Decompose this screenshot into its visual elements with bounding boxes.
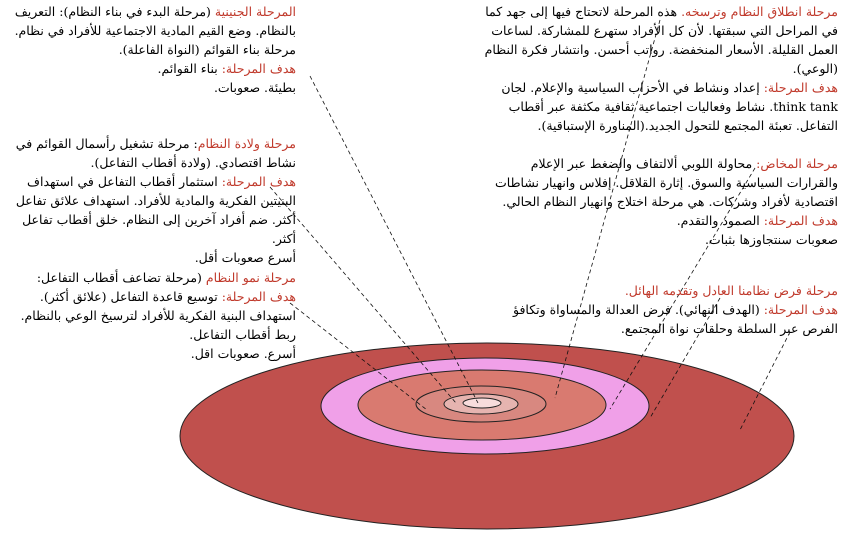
- stage-growth-difficulty: أسرع. صعوبات اقل.: [190, 346, 296, 361]
- stage-launch-goal-label: هدف المرحلة:: [763, 80, 838, 95]
- stage-impose-title: مرحلة فرض نظامنا العادل وتقدمه الهائل.: [624, 283, 838, 298]
- ring-core: [463, 398, 501, 408]
- stage-impose: [484, 281, 838, 338]
- stage-labor-difficulty: صعوبات سنتجاوزها بثبات.: [704, 232, 838, 247]
- stage-labor-desc: محاولة اللوبي ألالتفاف والضغط عبر الإعلام والقرارات السياسية والسوق. إثارة القلاقل. إفلاس وانهيار نشاطات اقتصادية لأفراد وشركات. هي مرحلة اختلاج وانهيار النظام الحالي.: [495, 156, 838, 209]
- stage-birth-desc: : مرحلة تشغيل رأسمال القوائم في نشاط اقتصادي. (ولادة أقطاب التفاعل).: [15, 136, 296, 170]
- stage-growth-title: مرحلة نمو النظام: [205, 270, 296, 285]
- stage-labor-goal: الصمود والتقدم.: [676, 213, 764, 228]
- stage-embryonic-difficulty: بطيئة. صعوبات.: [213, 80, 296, 95]
- stage-embryonic-goal: بناء القوائم.: [157, 61, 222, 76]
- stage-labor-title: مرحلة المخاض:: [756, 156, 838, 171]
- stage-launch-goal: إعداد ونشاط في الأحزاب السياسية والإعلام. لجان think tank. نشاط وفعاليات اجتماعية ثقافية مكثفة عبر أقطاب التفاعل. تعبئة المجتمع للتحول الجديد.(المناورة الإستباقية).: [501, 80, 838, 133]
- stage-birth-title: مرحلة ولادة النظام: [197, 136, 296, 151]
- stage-growth-desc: (مرحلة تضاعف أقطاب التفاعل:: [36, 270, 206, 285]
- stage-embryonic-goal-label: هدف المرحلة:: [221, 61, 296, 76]
- stage-labor-goal-label: هدف المرحلة:: [763, 213, 838, 228]
- stage-growth: [4, 268, 296, 363]
- stage-launch: [484, 2, 838, 135]
- stage-impose-goal-label: هدف المرحلة:: [763, 302, 838, 317]
- stage-embryonic-title: المرحلة الجنينية: [214, 4, 296, 19]
- stage-launch-desc: هذه المرحلة لاتحتاج فيها إلى جهد كما في المراحل التي سبقتها. لأن كل الأفراد ستهرع للمشاركة. لساعات العمل القليلة. الأسعار المنخفضة. رواتب أحسن. وانتشار فكرة النظام (الوعي).: [484, 4, 838, 76]
- stage-birth-goal: استثمار أقطاب التفاعل في استهداف البنيتين الفكرية والمادية للأفراد. استهداف علائق تفاعل أكثر. ضم أفراد آخرين إلى النظام. خلق أقطاب تفاعل أكثر.: [15, 174, 296, 246]
- stage-growth-goal-label: هدف المرحلة:: [221, 289, 296, 304]
- stage-birth-goal-label: هدف المرحلة:: [221, 174, 296, 189]
- stage-birth: [4, 134, 296, 267]
- stage-embryonic: [4, 2, 296, 97]
- stage-impose-goal: (الهدف النهائي). فرض العدالة والمساواة وتكافؤ الفرص عبر السلطة وحلقات نواة المجتمع.: [513, 302, 838, 336]
- stage-birth-difficulty: أسرع صعوبات أقل.: [194, 250, 296, 265]
- stage-launch-title: مرحلة انطلاق النظام وترسخه.: [681, 4, 838, 19]
- stage-embryonic-desc: (مرحلة البدء في بناء النظام): التعريف بالنظام. وضع القيم المادية الاجتماعية للأفراد في نظام. مرحلة بناء القوائم (النواة الفاعلة).: [14, 4, 296, 57]
- stage-labor: [484, 154, 838, 249]
- stage-growth-goal: توسيع قاعدة التفاعل (علائق أكثر). استهداف البنية الفكرية للأفراد لترسيخ الوعي بالنظام. ربط أقطاب التفاعل.: [20, 289, 296, 342]
